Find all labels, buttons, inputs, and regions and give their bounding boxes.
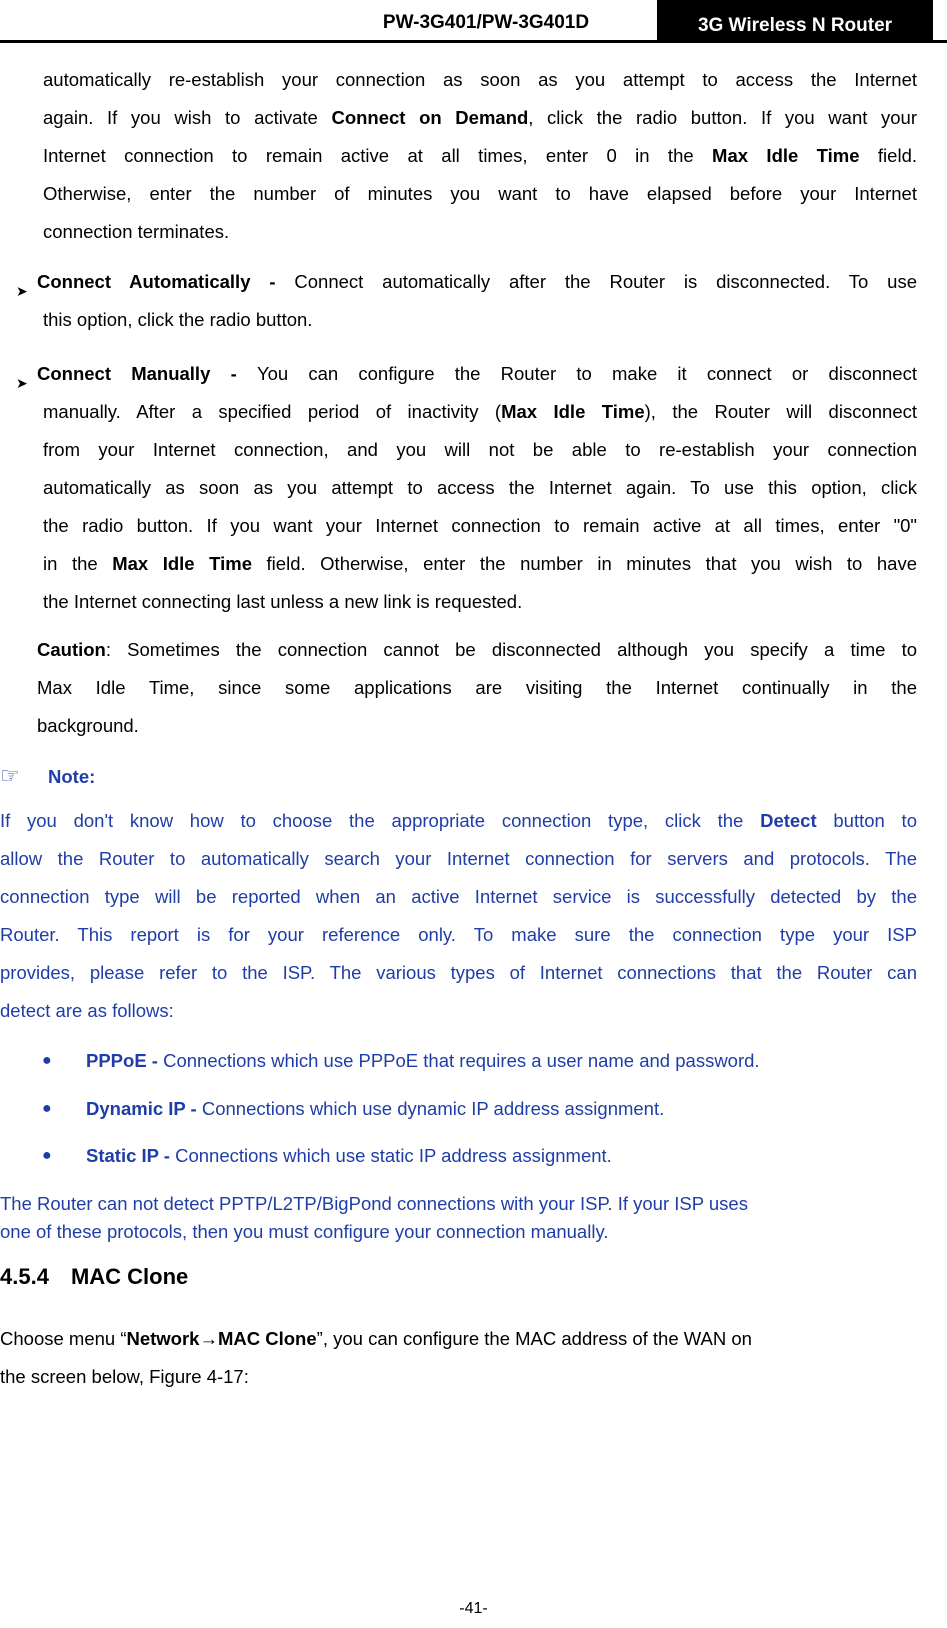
note-body: If you don't know how to choose the appropriate connection type, click the Detect button to allow the Router to automatically search your Internet connection for servers and protocols. The connection type will be reported when an active Internet service is successfully detected by the Router. This report is for your reference only. To make sure the connection type your ISP provides, please refer to the ISP. The various types of Internet connections that the Router can detect are as follows: — [0, 810, 917, 1021]
bullet-dot-icon: ● — [42, 1100, 52, 1117]
page-number: -41- — [459, 1600, 488, 1617]
arrow-bullet-icon: ➤ — [16, 375, 28, 391]
list-item: PPPoE - Connections which use PPPoE that requires a user name and password. — [86, 1050, 760, 1071]
note-label: Note: — [48, 766, 96, 787]
text-line: automatically re-establish your connection as soon as you attempt to access the Internet — [43, 69, 917, 90]
caution-paragraph: Caution: Sometimes the connection cannot be disconnected although you specify a time to Max Idle Time, since some applications are visiting the Internet continually in the background. — [37, 639, 917, 736]
connect-automatically-item: Connect Automatically - Connect automatically after the Router is disconnected. To use this option, click the radio button. — [37, 271, 918, 330]
text-line: Internet connection to remain active at all times, enter 0 in the Max Idle Time field. — [43, 145, 917, 166]
arrow-right-icon: → — [199, 1328, 218, 1349]
list-item: Static IP - Connections which use static IP address assignment. — [86, 1145, 612, 1166]
pointing-hand-icon: ☞ — [0, 763, 20, 788]
bullet-dot-icon: ● — [42, 1147, 52, 1164]
header-product: 3G Wireless N Router — [657, 0, 933, 42]
header-rule — [0, 40, 947, 43]
bullet-dot-icon: ● — [42, 1052, 52, 1069]
list-item: Dynamic IP - Connections which use dynamic IP address assignment. — [86, 1098, 665, 1119]
note-after: The Router can not detect PPTP/L2TP/BigPond connections with your ISP. If your ISP uses one of these protocols, then you must configure your connection manually. — [0, 1193, 748, 1242]
header-model: PW-3G401/PW-3G401D — [382, 12, 590, 33]
connect-manually-item: Connect Manually - You can configure the Router to make it connect or disconnect — [37, 363, 917, 384]
text-line: connection terminates. — [43, 221, 230, 242]
text-line: Otherwise, enter the number of minutes you want to have elapsed before your Internet — [43, 183, 917, 204]
arrow-bullet-icon: ➤ — [16, 283, 28, 299]
text-line: again. If you wish to activate Connect on Demand, click the radio button. If you want your — [43, 107, 917, 128]
section-paragraph: Choose menu “Network→MAC Clone”, you can configure the MAC address of the WAN on the screen below, Figure 4-17: — [0, 1328, 752, 1387]
section-heading: 4.5.4 MAC Clone — [0, 1264, 189, 1289]
top-paragraph — [43, 61, 917, 251]
connect-manually-body: manually. After a specified period of inactivity (Max Idle Time), the Router will disconnect from your Internet connection, and you will not be able to re-establish your connection automatically as soon as you attempt to access the Internet again. To use this option, click the radio button. If you want your Internet connection to remain active at all times, enter "0" in the Max Idle Time field. Otherwise, enter the number in minutes that you wish to have the Internet connecting last unless a new link is requested. — [43, 401, 918, 612]
